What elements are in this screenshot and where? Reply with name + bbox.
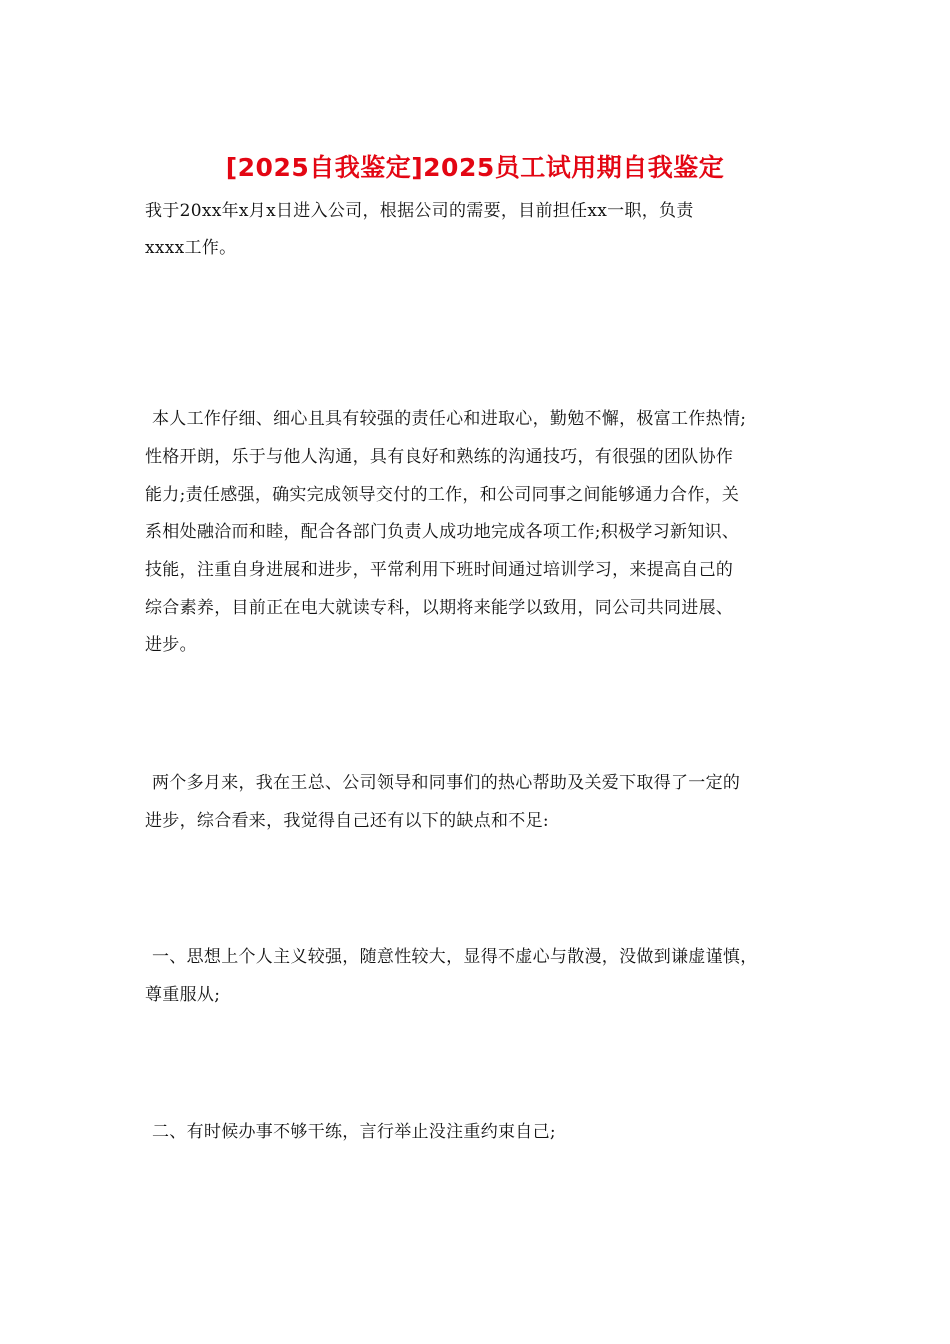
paragraph-2-line-2: 进步，综合看来，我觉得自己还有以下的缺点和不足: <box>145 811 549 831</box>
paragraph-1-line-6: 综合素养，目前正在电大就读专科，以期将来能学以致用，同公司共同进展、 <box>145 598 734 618</box>
paragraph-2-line-1: 两个多月来，我在王总、公司领导和同事们的热心帮助及关爱下取得了一定的 <box>152 773 741 793</box>
paragraph-1-line-1: 本人工作仔细、细心且具有较强的责任心和进取心，勤勉不懈，极富工作热情; <box>152 409 747 429</box>
paragraph-1-line-7: 进步。 <box>145 635 197 655</box>
intro-line-1: 我于20xx年x月x日进入公司，根据公司的需要，目前担任xx一职，负责 <box>145 201 694 221</box>
point-1-line-2: 尊重服从; <box>145 985 221 1005</box>
paragraph-1-line-2: 性格开朗，乐于与他人沟通，具有良好和熟练的沟通技巧，有很强的团队协作 <box>145 447 734 467</box>
paragraph-1-line-5: 技能，注重自身进展和进步，平常利用下班时间通过培训学习，来提高自己的 <box>145 560 734 580</box>
document-title: [2025自我鉴定]2025员工试用期自我鉴定 <box>225 153 725 182</box>
point-2-line-1: 二、有时候办事不够干练，言行举止没注重约束自己; <box>152 1122 556 1142</box>
point-1-line-1: 一、思想上个人主义较强，随意性较大，显得不虚心与散漫，没做到谦虚谨慎， <box>152 947 758 967</box>
intro-line-2: xxxx工作。 <box>145 238 237 258</box>
paragraph-1-line-3: 能力;责任感强，确实完成领导交付的工作，和公司同事之间能够通力合作，关 <box>145 485 740 505</box>
paragraph-1-line-4: 系相处融洽而和睦，配合各部门负责人成功地完成各项工作;积极学习新知识、 <box>145 522 740 542</box>
